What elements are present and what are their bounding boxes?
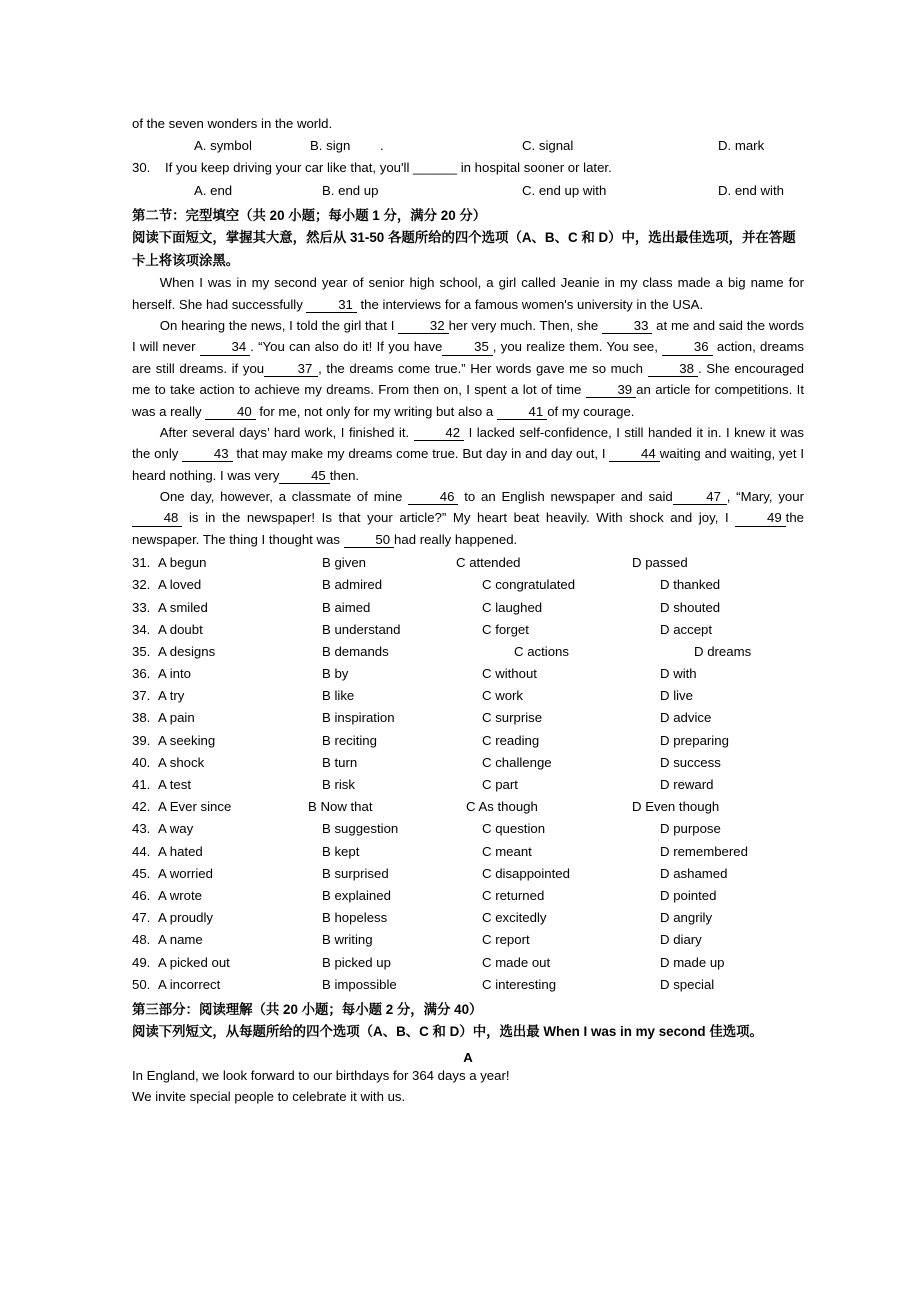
passage-p2-text-h: . She encouraged me to take action to achieve my dreams. From then on, I spent a lot of time <box>132 360 804 398</box>
reading-passage-line-1: In England, we look forward to our birthdays for 364 days a year! <box>132 1067 510 1083</box>
cloze-option-b[interactable]: B kept <box>322 843 360 859</box>
cloze-option-row <box>132 952 804 974</box>
cloze-option-c[interactable]: C reading <box>482 732 540 748</box>
cloze-option-b[interactable]: B given <box>322 555 366 571</box>
cloze-option-a[interactable]: A into <box>158 666 191 682</box>
passage-p4-text-f: had really happened. <box>394 531 518 547</box>
passage-p4-text-e: the newspaper. The thing I thought was <box>132 510 804 547</box>
cloze-question-number: 46. <box>132 887 151 903</box>
passage-paragraph-1 <box>132 272 804 315</box>
cloze-blank-41: 41 <box>497 404 547 420</box>
cloze-option-d[interactable]: D passed <box>632 555 688 571</box>
cloze-option-c[interactable]: C actions <box>514 643 569 659</box>
cloze-option-b[interactable]: B risk <box>322 777 355 793</box>
cloze-question-number: 33. <box>132 599 151 615</box>
passage-p2-text-g: , the dreams come true.” Her words gave me so much <box>318 360 648 376</box>
cloze-question-number: 43. <box>132 821 151 837</box>
cloze-blank-43: 43 <box>182 446 232 462</box>
passage-p3-text-d: waiting and waiting, yet I heard nothing. I was very <box>132 446 804 483</box>
cloze-blank-50: 50 <box>344 532 394 548</box>
cloze-option-a[interactable]: A wrote <box>158 887 202 903</box>
cloze-blank-32: 32 <box>398 318 448 334</box>
question-30-option-2[interactable]: C. end up with <box>522 182 607 198</box>
cloze-blank-38: 38 <box>648 361 698 377</box>
cloze-option-c[interactable]: C disappointed <box>482 865 570 881</box>
passage-p4-text-c: , “Mary, your <box>726 489 804 505</box>
cloze-option-d[interactable]: D success <box>660 754 721 770</box>
cloze-option-a[interactable]: A smiled <box>158 599 208 615</box>
cloze-option-d[interactable]: D pointed <box>660 887 717 903</box>
reading-passage-label-a: A <box>463 1049 473 1065</box>
cloze-option-c[interactable]: C congratulated <box>482 577 576 593</box>
cloze-blank-44: 44 <box>609 446 659 462</box>
question-30-stem: 30. If you keep driving your car like that, you'll ______ in hospital sooner or later. <box>132 160 612 176</box>
passage-p2-text-k: of my courage. <box>547 403 635 419</box>
cloze-blank-46: 46 <box>408 489 458 505</box>
question-29-option-4[interactable]: D. mark <box>718 138 765 154</box>
cloze-question-number: 47. <box>132 910 151 926</box>
cloze-option-row <box>132 774 804 796</box>
cloze-question-number: 41. <box>132 777 151 793</box>
cloze-option-a[interactable]: A Ever since <box>158 799 232 815</box>
cloze-question-number: 39. <box>132 732 151 748</box>
passage-p1-text-b: the interviews for a famous women's university in the USA. <box>356 296 704 312</box>
cloze-option-row <box>132 641 804 663</box>
question-29-option-0[interactable]: A. symbol <box>194 138 252 154</box>
cloze-option-c[interactable]: C part <box>482 777 518 793</box>
cloze-option-d[interactable]: D Even though <box>632 799 720 815</box>
cloze-question-number: 44. <box>132 843 151 859</box>
cloze-option-a[interactable]: A picked out <box>158 954 230 970</box>
cloze-option-d[interactable]: D with <box>660 666 697 682</box>
cloze-option-row <box>132 552 804 574</box>
question-29-option-1[interactable]: B. sign <box>310 138 351 154</box>
cloze-option-a[interactable]: A shock <box>158 754 205 770</box>
cloze-question-number: 35. <box>132 643 151 659</box>
passage-p2-text-d: . “You can also do it! If you have <box>250 339 443 355</box>
cloze-question-number: 45. <box>132 865 151 881</box>
cloze-option-c[interactable]: C challenge <box>482 754 552 770</box>
cloze-option-row <box>132 841 804 863</box>
cloze-blank-35: 35 <box>442 339 492 355</box>
cloze-option-b[interactable]: B admired <box>322 577 383 593</box>
passage-p2-text-i: an article for competitions. It was a really <box>132 382 804 419</box>
cloze-option-c[interactable]: C As though <box>466 799 538 815</box>
cloze-option-b[interactable]: B inspiration <box>322 710 395 726</box>
cloze-option-a[interactable]: A name <box>158 932 203 948</box>
cloze-option-d[interactable]: D preparing <box>660 732 729 748</box>
cloze-option-c[interactable]: C report <box>482 932 530 948</box>
cloze-option-d[interactable]: D made up <box>660 954 725 970</box>
passage-p3-text-c: that may make my dreams come true. But day in and day out, I <box>232 446 610 462</box>
cloze-question-number: 38. <box>132 710 151 726</box>
passage-p2-text-b: her very much. Then, she <box>448 318 603 334</box>
question-30-option-3[interactable]: D. end with <box>718 182 784 198</box>
cloze-option-c[interactable]: C surprise <box>482 710 543 726</box>
cloze-question-number: 31. <box>132 555 151 571</box>
cloze-option-d[interactable]: D remembered <box>660 843 748 859</box>
cloze-option-c[interactable]: C returned <box>482 887 545 903</box>
cloze-option-d[interactable]: D advice <box>660 710 712 726</box>
cloze-option-b[interactable]: B hopeless <box>322 910 388 926</box>
cloze-option-d[interactable]: D accept <box>660 621 713 637</box>
cloze-option-row <box>132 974 804 996</box>
cloze-option-b[interactable]: B turn <box>322 754 358 770</box>
cloze-option-a[interactable]: A worried <box>158 865 213 881</box>
cloze-blank-49: 49 <box>735 510 785 526</box>
passage-p4-text-b: to an English newspaper and said <box>458 489 673 505</box>
cloze-option-row <box>132 574 804 596</box>
cloze-blank-48: 48 <box>132 510 182 526</box>
passage-p2-text-e: , you realize them. You see, <box>492 339 663 355</box>
passage-p4-text-d: is in the newspaper! Is that your article?” My heart beat heavily. With shock and joy, I <box>182 510 736 526</box>
cloze-option-a[interactable]: A test <box>158 777 191 793</box>
cloze-option-a[interactable]: A incorrect <box>158 976 221 992</box>
cloze-question-number: 34. <box>132 621 151 637</box>
cloze-option-a[interactable]: A pain <box>158 710 195 726</box>
passage-paragraph-3 <box>132 422 804 486</box>
cloze-option-row <box>132 796 804 818</box>
cloze-option-a[interactable]: A hated <box>158 843 203 859</box>
cloze-option-a[interactable]: A loved <box>158 577 202 593</box>
cloze-option-b[interactable]: B Now that <box>308 799 373 815</box>
passage-p4-text-a: One day, however, a classmate of mine <box>159 489 409 505</box>
cloze-blank-33: 33 <box>602 318 652 334</box>
cloze-option-d[interactable]: D special <box>660 976 715 992</box>
cloze-option-a[interactable]: A try <box>158 688 185 704</box>
cloze-option-row <box>132 863 804 885</box>
cloze-question-number: 37. <box>132 688 151 704</box>
cloze-blank-47: 47 <box>673 489 727 505</box>
passage-p2-text-f: action, dreams are still dreams. if you <box>132 339 804 376</box>
cloze-option-row <box>132 663 804 685</box>
section-two-heading: 第二节：完型填空（共 20 小题；每小题 1 分，满分 20 分） <box>132 207 487 223</box>
continuation-line: of the seven wonders in the world. <box>132 116 333 131</box>
question-29-option-2[interactable]: . <box>380 138 384 154</box>
cloze-option-row <box>132 597 804 619</box>
cloze-option-b[interactable]: B writing <box>322 932 373 948</box>
passage-p3-text-e: then. <box>329 467 360 483</box>
cloze-option-b[interactable]: B impossible <box>322 976 397 992</box>
cloze-option-c[interactable]: C made out <box>482 954 551 970</box>
question-30-option-0[interactable]: A. end <box>194 182 233 198</box>
cloze-option-c[interactable]: C laughed <box>482 599 543 615</box>
cloze-option-a[interactable]: A proudly <box>158 910 213 926</box>
exam-paper-page <box>132 113 804 1108</box>
reading-passage-line-2: We invite special people to celebrate it with us. <box>132 1089 406 1105</box>
cloze-option-c[interactable]: C question <box>482 821 546 837</box>
cloze-option-c[interactable]: C interesting <box>482 976 557 992</box>
cloze-option-b[interactable]: B demands <box>322 643 389 659</box>
cloze-option-c[interactable]: C without <box>482 666 537 682</box>
passage-p3-text-a: After several days’ hard work, I finished it. <box>159 424 414 440</box>
cloze-question-number: 36. <box>132 666 151 682</box>
question-30-options-row <box>132 179 804 202</box>
cloze-question-number: 40. <box>132 754 151 770</box>
cloze-blank-31: 31 <box>306 297 356 313</box>
passage-paragraph-2 <box>132 315 804 422</box>
question-30-option-1[interactable]: B. end up <box>322 182 379 198</box>
cloze-option-b[interactable]: B explained <box>322 887 391 903</box>
cloze-options-list <box>132 552 804 996</box>
cloze-option-a[interactable]: A begun <box>158 555 207 571</box>
passage-p1-text-a: When I was in my second year of senior high school, a girl called Jeanie in my class made a big name for herself. She had successfully <box>132 275 804 312</box>
cloze-option-c[interactable]: C forget <box>482 621 529 637</box>
cloze-option-b[interactable]: B aimed <box>322 599 371 615</box>
cloze-question-number: 50. <box>132 976 151 992</box>
question-29-options-row <box>132 134 804 157</box>
cloze-option-d[interactable]: D angrily <box>660 910 713 926</box>
cloze-option-row <box>132 818 804 840</box>
cloze-option-row <box>132 685 804 707</box>
cloze-option-b[interactable]: B like <box>322 688 355 704</box>
cloze-option-row <box>132 752 804 774</box>
cloze-question-number: 42. <box>132 799 151 815</box>
section-two-instruction: 阅读下面短文，掌握其大意，然后从 31-50 各题所给的四个选项（A、B、C 和 D）中，选出最佳选项，并在答题卡上将该项涂黑。 <box>132 230 796 268</box>
cloze-option-a[interactable]: A designs <box>158 643 216 659</box>
cloze-blank-39: 39 <box>586 382 636 398</box>
cloze-blank-36: 36 <box>662 339 712 355</box>
cloze-blank-40: 40 <box>205 404 255 420</box>
cloze-option-d[interactable]: D ashamed <box>660 865 728 881</box>
cloze-option-b[interactable]: B understand <box>322 621 401 637</box>
cloze-option-c[interactable]: C excitedly <box>482 910 547 926</box>
cloze-option-d[interactable]: D shouted <box>660 599 721 615</box>
cloze-option-row <box>132 929 804 951</box>
cloze-option-row <box>132 619 804 641</box>
cloze-blank-45: 45 <box>279 468 329 484</box>
cloze-option-b[interactable]: B by <box>322 666 349 682</box>
section-three-heading: 第三部分：阅读理解（共 20 小题；每小题 2 分，满分 40） <box>132 1001 483 1017</box>
cloze-option-d[interactable]: D thanked <box>660 577 721 593</box>
cloze-option-c[interactable]: C meant <box>482 843 532 859</box>
cloze-option-b[interactable]: B reciting <box>322 732 377 748</box>
cloze-question-number: 32. <box>132 577 151 593</box>
cloze-option-row <box>132 707 804 729</box>
cloze-option-d[interactable]: D dreams <box>694 643 752 659</box>
cloze-blank-37: 37 <box>264 361 318 377</box>
cloze-option-d[interactable]: D live <box>660 688 693 704</box>
passage-p3-text-b: I lacked self-confidence, I still handed it in. I knew it was the only <box>132 424 804 462</box>
cloze-question-number: 49. <box>132 954 151 970</box>
cloze-option-d[interactable]: D purpose <box>660 821 721 837</box>
passage-p2-text-c: at me and said the words I will never <box>132 318 805 355</box>
cloze-option-a[interactable]: A way <box>158 821 194 837</box>
cloze-option-b[interactable]: B suggestion <box>322 821 399 837</box>
cloze-option-b[interactable]: B surprised <box>322 865 389 881</box>
cloze-option-row <box>132 907 804 929</box>
cloze-blank-34: 34 <box>200 339 250 355</box>
cloze-question-number: 48. <box>132 932 151 948</box>
cloze-option-a[interactable]: A doubt <box>158 621 203 637</box>
passage-p2-text-a: On hearing the news, I told the girl that I <box>159 318 399 334</box>
cloze-option-a[interactable]: A seeking <box>158 732 216 748</box>
cloze-option-d[interactable]: D reward <box>660 777 714 793</box>
cloze-option-c[interactable]: C work <box>482 688 524 704</box>
passage-paragraph-4 <box>132 486 804 550</box>
cloze-option-b[interactable]: B picked up <box>322 954 391 970</box>
passage-p2-text-j: for me, not only for my writing but also a <box>255 403 497 419</box>
cloze-option-row <box>132 885 804 907</box>
section-three-instruction: 阅读下列短文，从每题所给的四个选项（A、B、C 和 D）中，选出最 When I was in my second 佳选项。 <box>132 1024 763 1040</box>
cloze-option-d[interactable]: D diary <box>660 932 702 948</box>
cloze-blank-42: 42 <box>414 425 464 441</box>
question-29-option-3[interactable]: C. signal <box>522 138 574 154</box>
cloze-option-c[interactable]: C attended <box>456 555 521 571</box>
cloze-option-row <box>132 730 804 752</box>
